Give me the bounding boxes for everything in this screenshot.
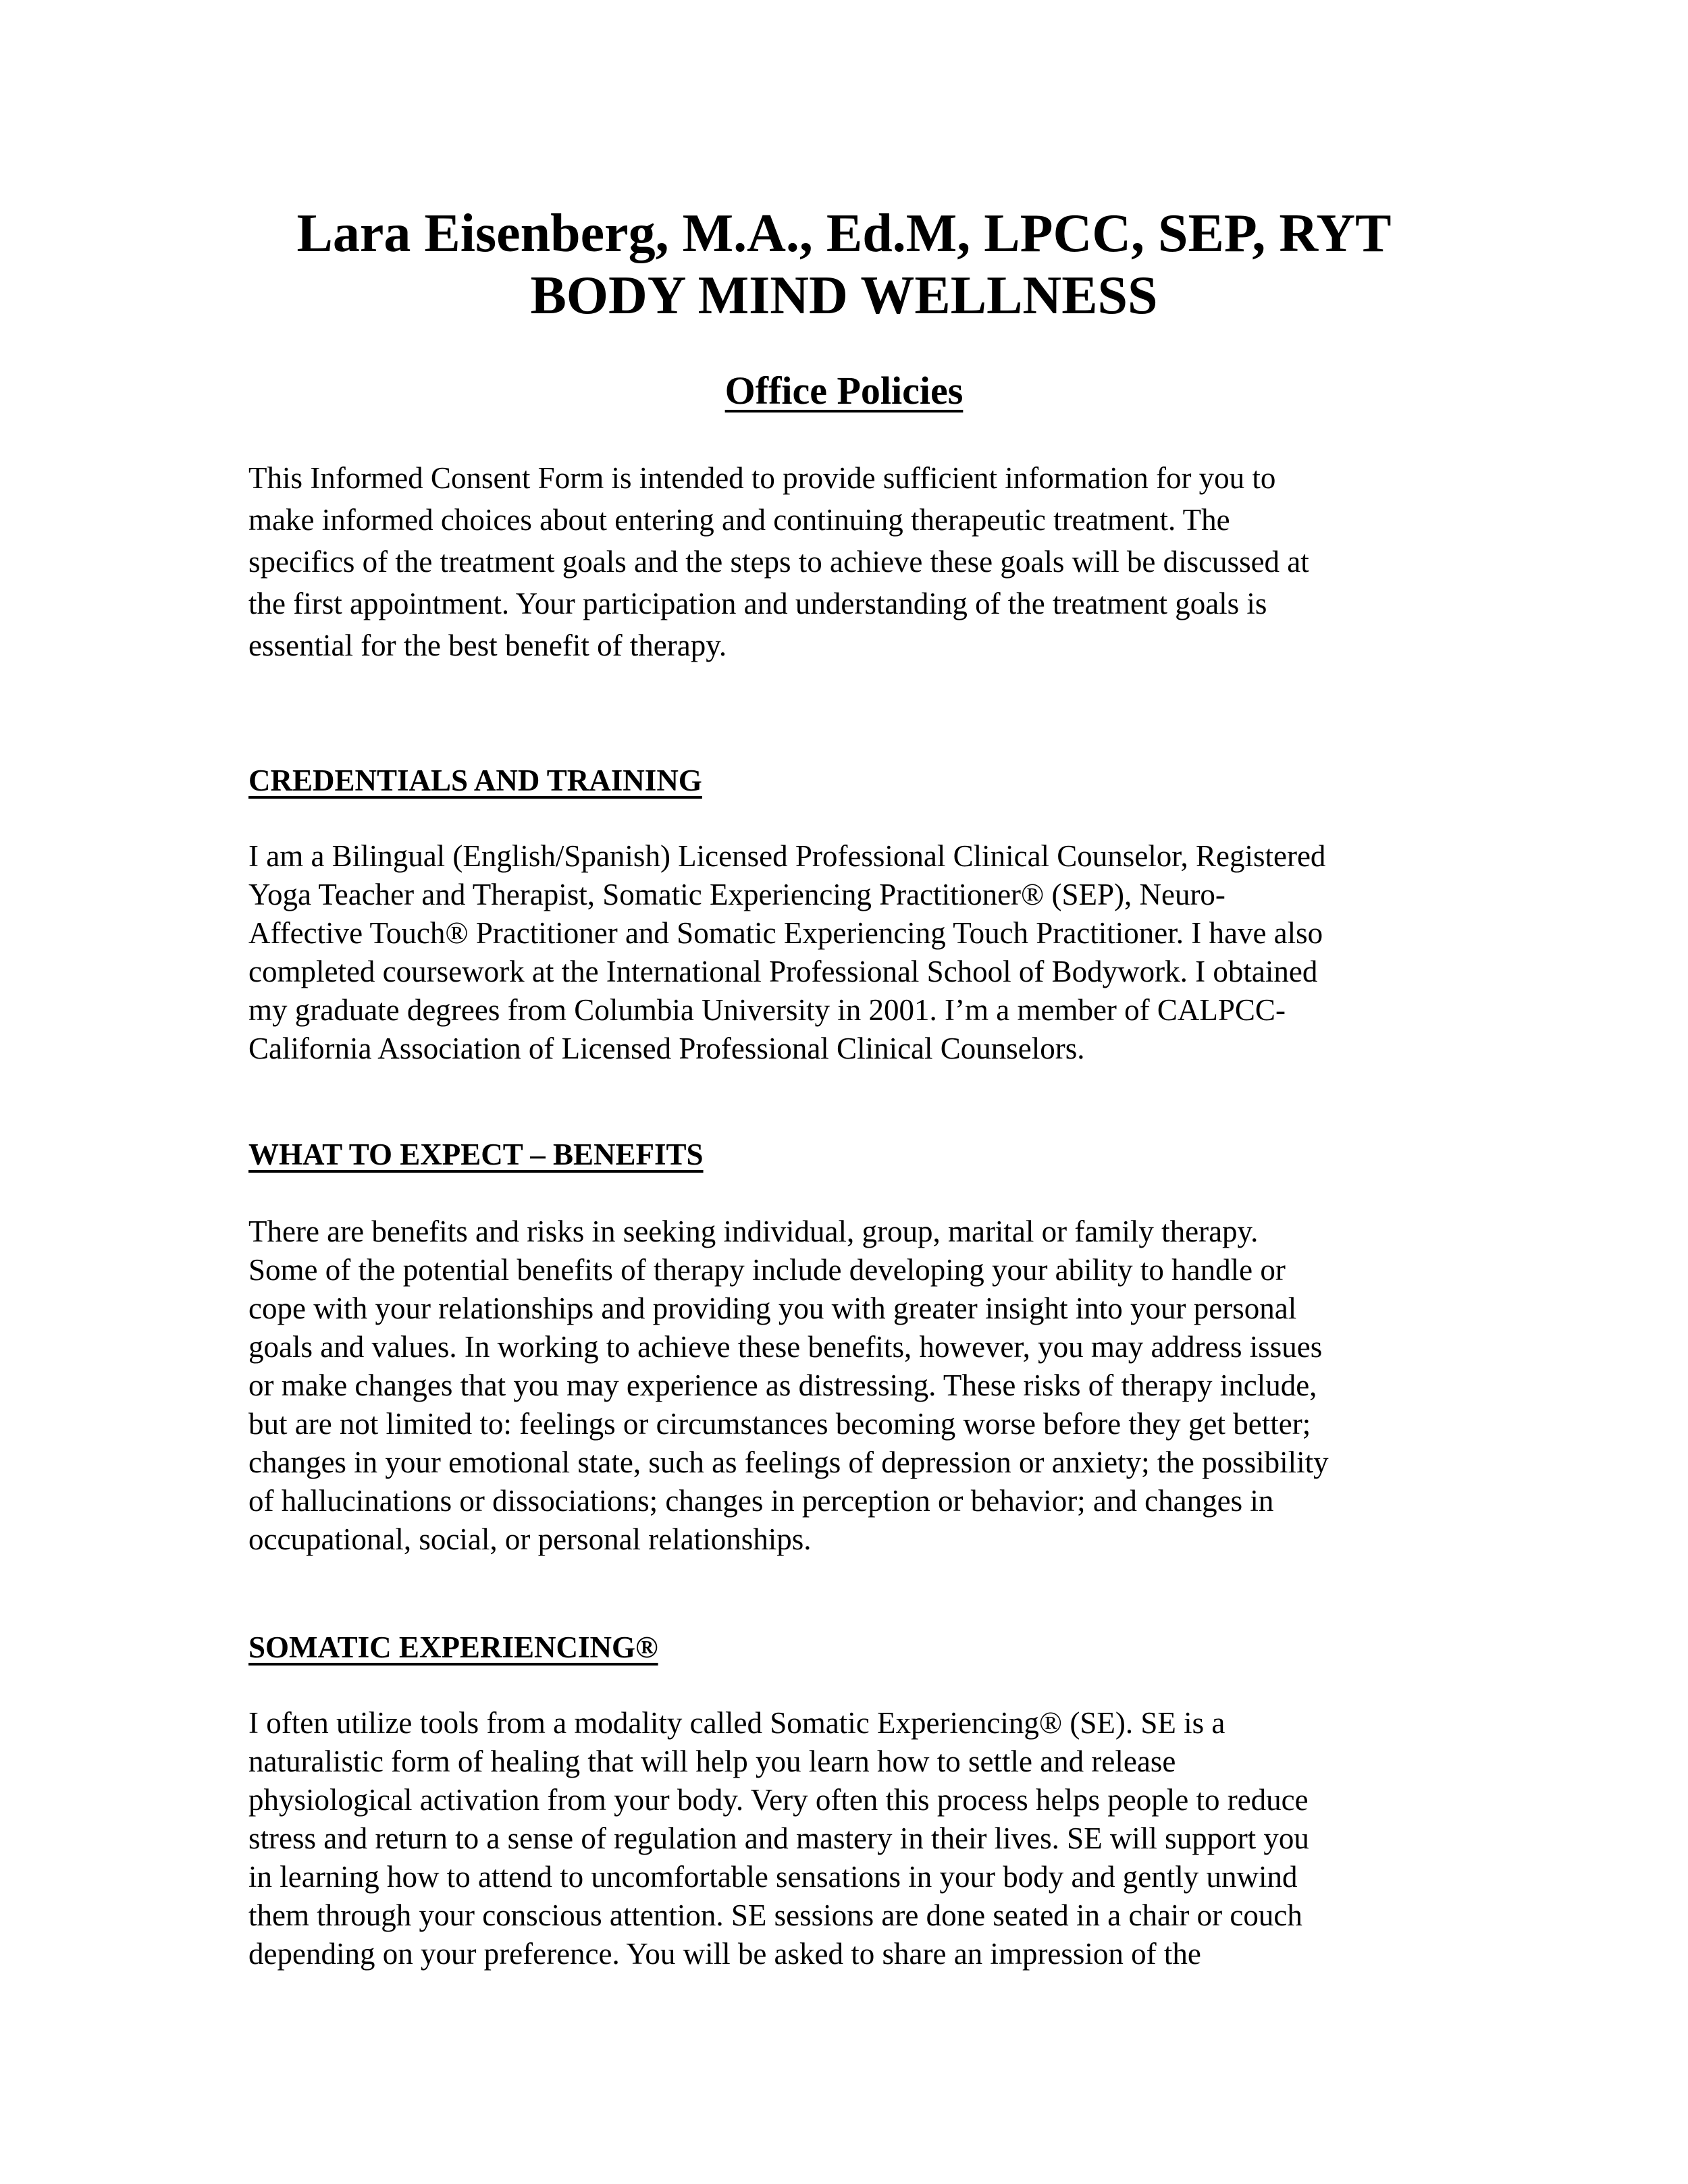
section-heading-somatic-experiencing: SOMATIC EXPERIENCING®: [248, 1630, 658, 1664]
credentials-line: completed coursework at the International Professional School of Bodywork. I obtained: [248, 955, 1318, 988]
benefits-line: There are benefits and risks in seeking individual, group, marital or family therapy.: [248, 1215, 1259, 1248]
somatic-line: naturalistic form of healing that will help you learn how to settle and release: [248, 1744, 1176, 1778]
benefits-line: but are not limited to: feelings or circumstances becoming worse before they get better;: [248, 1407, 1311, 1441]
credentials-line: Affective Touch® Practitioner and Somatic Experiencing Touch Practitioner. I have also: [248, 916, 1323, 950]
intro-line: make informed choices about entering and continuing therapeutic treatment. The: [248, 503, 1230, 537]
benefits-line: changes in your emotional state, such as feelings of depression or anxiety; the possibility: [248, 1445, 1329, 1479]
intro-line: essential for the best benefit of therapy.: [248, 629, 727, 662]
section-heading-credentials: CREDENTIALS AND TRAINING: [248, 764, 702, 797]
intro-line: specifics of the treatment goals and the steps to achieve these goals will be discussed at: [248, 545, 1309, 579]
credentials-line: I am a Bilingual (English/Spanish) Licensed Professional Clinical Counselor, Registered: [248, 839, 1326, 873]
benefits-line: cope with your relationships and providing you with greater insight into your personal: [248, 1291, 1297, 1325]
document-title: Office Policies: [724, 369, 964, 412]
benefits-line: occupational, social, or personal relationships.: [248, 1522, 812, 1556]
credentials-line: my graduate degrees from Columbia University in 2001. I’m a member of CALPCC-: [248, 993, 1286, 1027]
somatic-line: depending on your preference. You will be asked to share an impression of the: [248, 1937, 1201, 1971]
benefits-line: or make changes that you may experience as distressing. These risks of therapy include,: [248, 1368, 1317, 1402]
credentials-line: California Association of Licensed Professional Clinical Counselors.: [248, 1032, 1085, 1065]
intro-line: This Informed Consent Form is intended to provide sufficient information for you to: [248, 461, 1276, 495]
somatic-line: I often utilize tools from a modality called Somatic Experiencing® (SE). SE is a: [248, 1706, 1225, 1740]
benefits-line: Some of the potential benefits of therapy include developing your ability to handle or: [248, 1253, 1286, 1287]
somatic-line: stress and return to a sense of regulation and mastery in their lives. SE will support you: [248, 1821, 1309, 1855]
practice-name-heading: BODY MIND WELLNESS: [530, 266, 1158, 325]
benefits-line: goals and values. In working to achieve these benefits, however, you may address issues: [248, 1330, 1323, 1364]
somatic-line: physiological activation from your body. Very often this process helps people to reduce: [248, 1783, 1309, 1817]
author-credentials-heading: Lara Eisenberg, M.A., Ed.M, LPCC, SEP, RYT: [296, 204, 1392, 263]
benefits-line: of hallucinations or dissociations; changes in perception or behavior; and changes in: [248, 1484, 1274, 1518]
credentials-line: Yoga Teacher and Therapist, Somatic Experiencing Practitioner® (SEP), Neuro-: [248, 878, 1225, 911]
somatic-line: in learning how to attend to uncomfortable sensations in your body and gently unwind: [248, 1860, 1298, 1894]
section-heading-benefits: WHAT TO EXPECT – BENEFITS: [248, 1138, 704, 1171]
somatic-line: them through your conscious attention. SE sessions are done seated in a chair or couch: [248, 1898, 1302, 1932]
intro-line: the first appointment. Your participation and understanding of the treatment goals is: [248, 587, 1267, 620]
